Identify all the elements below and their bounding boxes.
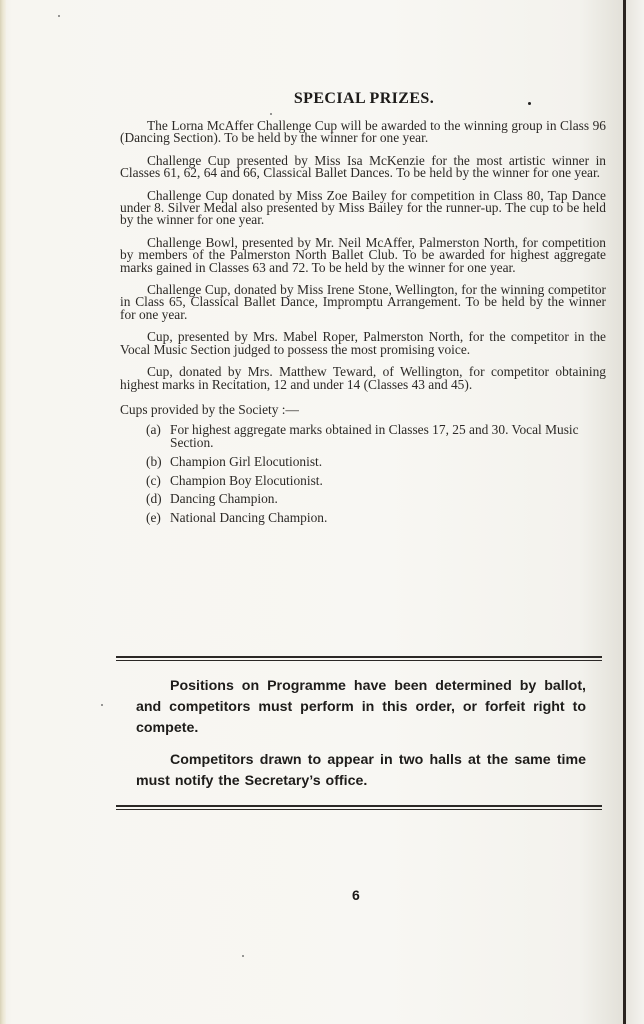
notice-positions-ballot: Positions on Programme have been determined by ballot, and competitors must perform in this order, or forfeit right to compete. <box>136 678 586 736</box>
list-item-letter: (e) <box>146 510 161 526</box>
society-cups-heading: Cups provided by the Society :— <box>120 401 299 417</box>
list-item-text: Dancing Champion. <box>170 491 278 507</box>
list-item-letter: (a) <box>146 422 161 438</box>
list-item-letter: (b) <box>146 453 162 469</box>
list-item <box>146 472 606 488</box>
prize-paragraph-zoe-bailey-cup: Challenge Cup donated by Miss Zoe Bailey for competition in Class 80, Tap Dance under 8. Silver Medal also presented by Miss Bailey for the runner-up. The cup to be held by the winner for one year. <box>120 187 606 228</box>
print-speck <box>101 704 103 706</box>
page-title: SPECIAL PRIZES. <box>293 90 435 107</box>
prize-paragraph-lorna-mcaffer-cup: The Lorna McAffer Challenge Cup will be awarded to the winning group in Class 96 (Dancing Section). To be held by the winner for one year. <box>120 118 606 146</box>
print-speck <box>528 102 531 105</box>
prize-paragraph-neil-mcaffer-bowl: Challenge Bowl, presented by Mr. Neil McAffer, Palmerston North, for competition by members of the Palmerston North Ballet Club. To be awarded for highest aggregate marks gained in Classes 63 and 72. To be held by the winner for one year. <box>120 234 606 275</box>
prize-list-body <box>120 120 606 531</box>
list-item <box>146 512 606 524</box>
list-item-text: For highest aggregate marks obtained in Classes 17, 25 and 30. Vocal Music Section. <box>170 422 579 450</box>
double-rule-divider <box>116 656 602 661</box>
list-item-letter: (d) <box>146 491 162 507</box>
list-item-text: Champion Boy Elocutionist. <box>170 472 323 488</box>
list-item-text: National Dancing Champion. <box>170 510 328 526</box>
print-speck <box>58 15 60 17</box>
prize-paragraph-matthew-teward-cup: Cup, donated by Mrs. Matthew Teward, of Wellington, for competitor obtaining highest marks in Recitation, 12 and under 14 (Classes 43 and 45). <box>120 364 606 392</box>
notice-two-halls: Competitors drawn to appear in two halls at the same time must notify the Secretary’s office. <box>136 752 586 789</box>
prize-paragraph-irene-stone-cup: Challenge Cup, donated by Miss Irene Stone, Wellington, for the winning competitor in Class 65, Classical Ballet Dance, Impromptu Arrangement. To be held by the winner for one year. <box>120 282 606 322</box>
print-speck <box>242 955 244 957</box>
society-cups-list <box>120 424 606 524</box>
double-rule-divider <box>116 805 602 810</box>
list-item <box>146 424 606 449</box>
list-item-letter: (c) <box>146 472 161 488</box>
page-number: 6 <box>352 887 360 903</box>
page-left-edge <box>0 0 6 1024</box>
list-item <box>146 493 606 505</box>
facing-page-edge <box>626 0 644 1024</box>
prize-paragraph-mabel-roper-cup: Cup, presented by Mrs. Mabel Roper, Palmerston North, for the competitor in the Vocal Music Section judged to possess the most promising voice. <box>120 329 606 357</box>
prize-paragraph-isa-mckenzie-cup: Challenge Cup presented by Miss Isa McKenzie for the most artistic winner in Classes 61, 62, 64 and 66, Classical Ballet Dances. To be held by the winner for one year. <box>120 152 606 181</box>
list-item-text: Champion Girl Elocutionist. <box>170 453 323 469</box>
list-item <box>146 453 606 469</box>
print-speck <box>270 113 272 115</box>
programme-notice-box <box>116 656 602 810</box>
